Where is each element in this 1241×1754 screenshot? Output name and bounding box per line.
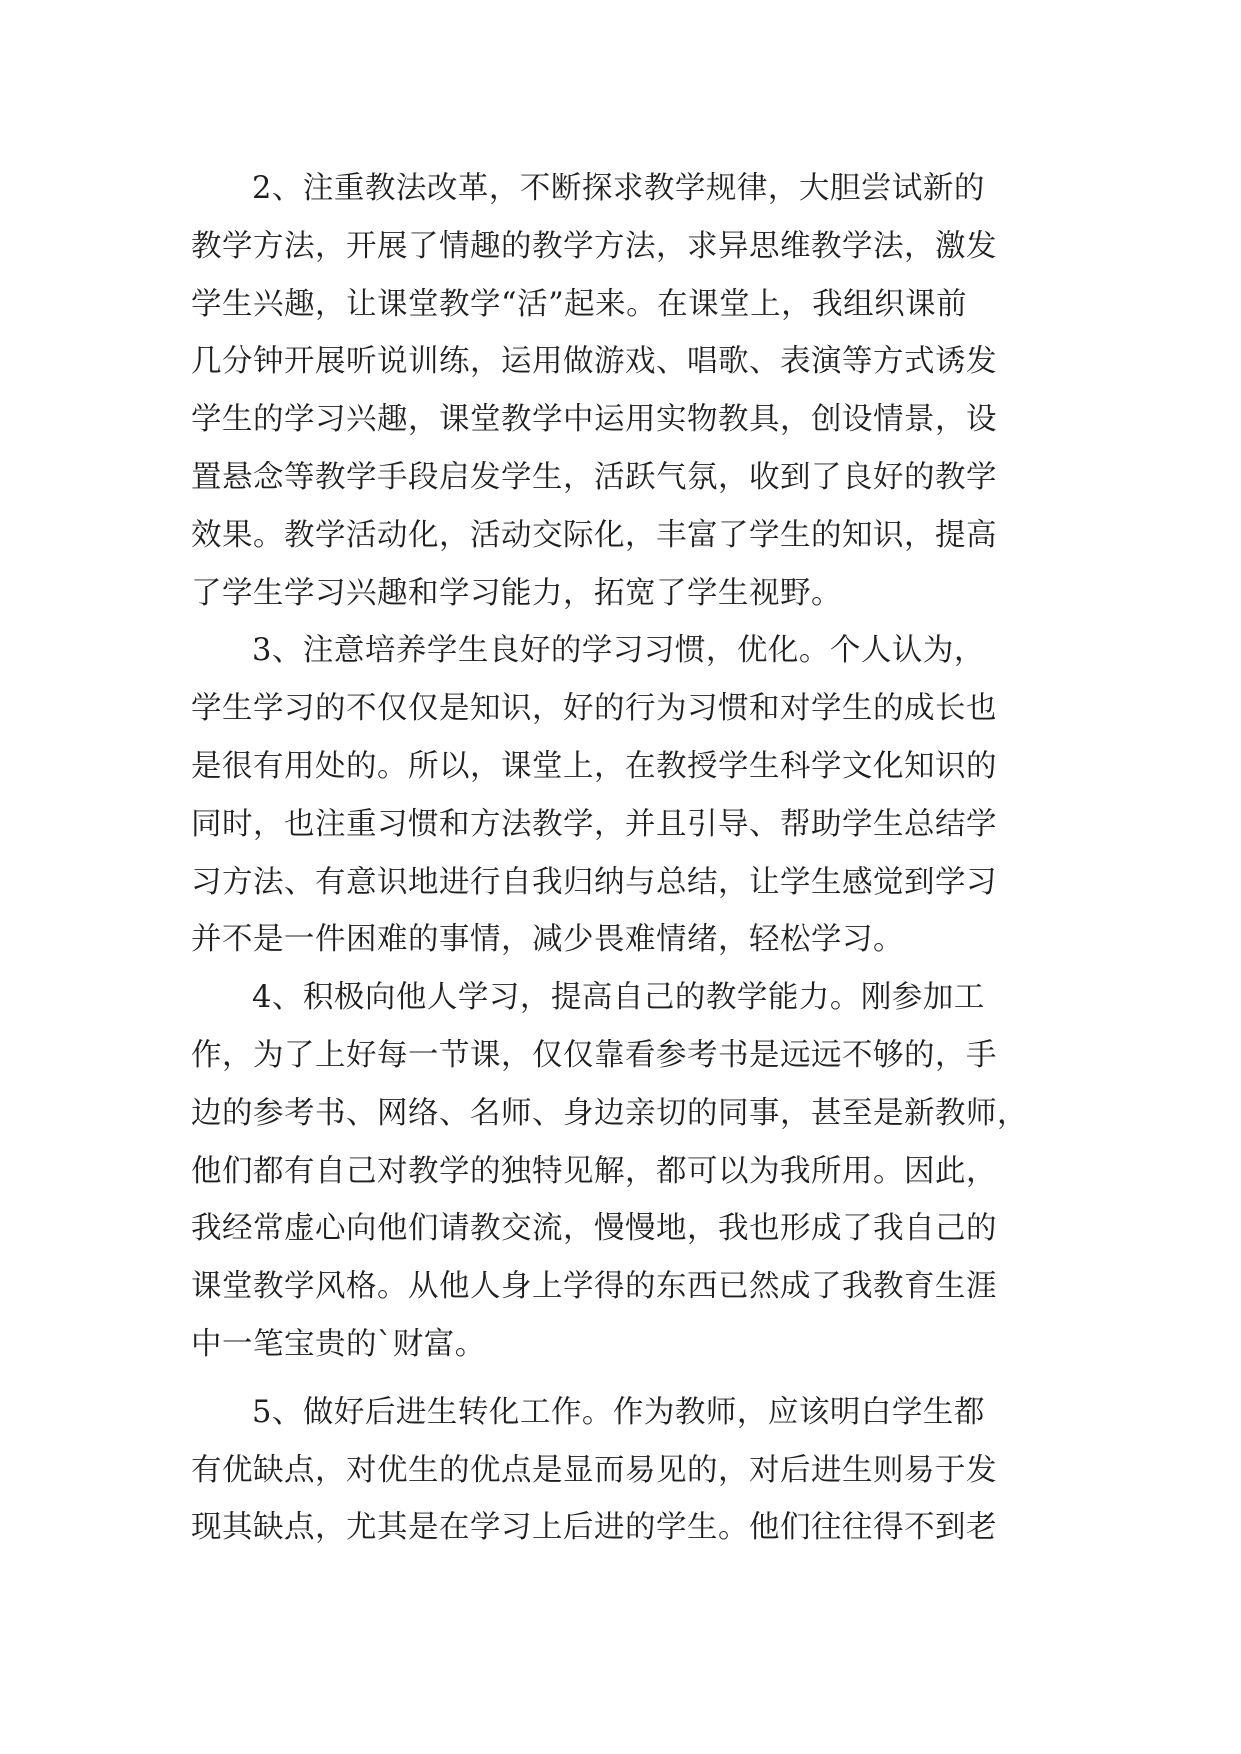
paragraph-line: 2、注重教法改革，不断探求教学规律，大胆尝试新的 xyxy=(252,171,985,206)
paragraph-line: 3、注意培养学生良好的学习习惯，优化。个人认为， xyxy=(252,633,985,669)
paragraph-line: 5、做好后进生转化工作。作为教师，应该明白学生都 xyxy=(252,1394,985,1430)
paragraph-spacer xyxy=(191,1374,1051,1384)
paragraph-line: 效果。教学活动化，活动交际化，丰富了学生的知识，提高 xyxy=(191,517,997,553)
paragraph-line: 边的参考书、网络、名师、身边亲切的同事，甚至是新教师， xyxy=(191,1095,1028,1131)
paragraph-line: 同时，也注重习惯和方法教学，并且引导、帮助学生总结学 xyxy=(191,806,997,842)
paragraph-line: 几分钟开展听说训练，运用做游戏、唱歌、表演等方式诱发 xyxy=(191,344,997,380)
paragraph-line: 他们都有自己对教学的独特见解，都可以为我所用。因此， xyxy=(191,1153,997,1189)
paragraph-line: 有优缺点，对优生的优点是显而易见的，对后进生则易于发 xyxy=(191,1452,997,1488)
paragraph-line: 学生兴趣，让课堂教学“活”起来。在课堂上，我组织课前 xyxy=(191,286,968,322)
document-body xyxy=(191,160,1051,1557)
paragraph-3 xyxy=(191,622,1051,969)
paragraph-line: 了学生学习兴趣和学习能力，拓宽了学生视野。 xyxy=(191,575,842,611)
paragraph-4 xyxy=(191,969,1051,1374)
paragraph-line: 教学方法，开展了情趣的教学方法，求异思维教学法，激发 xyxy=(191,228,997,264)
paragraph-line: 并不是一件困难的事情，减少畏难情绪，轻松学习。 xyxy=(191,922,904,958)
paragraph-line: 作，为了上好每一节课，仅仅靠看参考书是远远不够的，手 xyxy=(191,1037,997,1073)
paragraph-line: 学生的学习兴趣，课堂教学中运用实物教具，创设情景，设 xyxy=(191,402,997,438)
paragraph-5 xyxy=(191,1384,1051,1557)
paragraph-line: 习方法、有意识地进行自我归纳与总结，让学生感觉到学习 xyxy=(191,864,997,900)
paragraph-line: 是很有用处的。所以，课堂上，在教授学生科学文化知识的 xyxy=(191,748,997,784)
paragraph-line: 学生学习的不仅仅是知识，好的行为习惯和对学生的成长也 xyxy=(191,691,997,727)
paragraph-line: 我经常虚心向他们请教交流，慢慢地，我也形成了我自己的 xyxy=(191,1211,997,1247)
paragraph-line: 课堂教学风格。从他人身上学得的东西已然成了我教育生涯 xyxy=(191,1269,997,1305)
paragraph-2 xyxy=(191,160,1051,622)
paragraph-line: 4、积极向他人学习，提高自己的教学能力。刚参加工 xyxy=(252,980,985,1016)
paragraph-line: 置悬念等教学手段启发学生，活跃气氛，收到了良好的教学 xyxy=(191,459,997,495)
paragraph-line: 现其缺点，尤其是在学习上后进的学生。他们往往得不到老 xyxy=(191,1510,997,1546)
paragraph-line: 中一笔宝贵的`财富。 xyxy=(191,1326,486,1362)
